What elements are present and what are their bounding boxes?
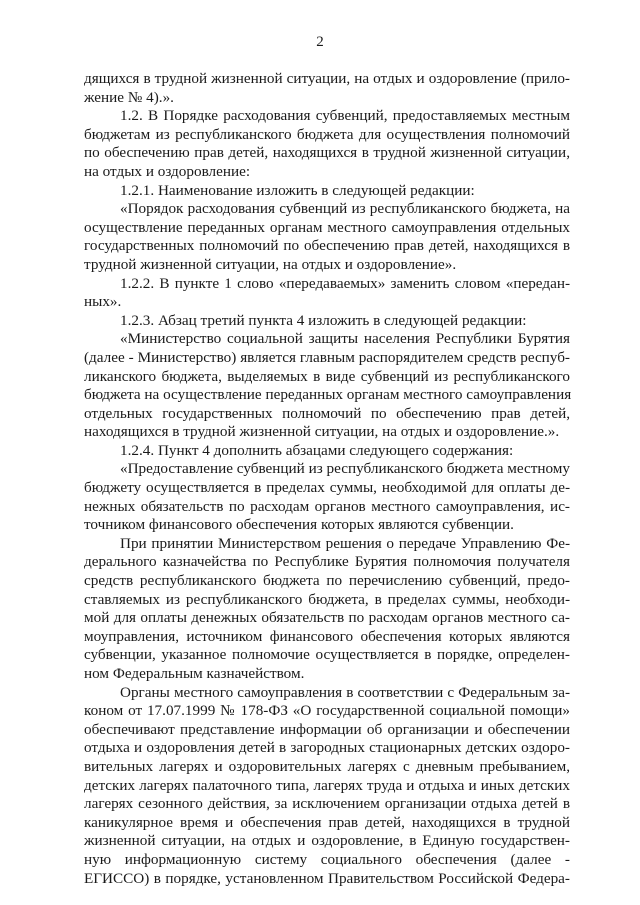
text-line: Органы местного самоуправления в соответствии с Федеральным за- [120, 683, 570, 701]
text-line: детских лагерях палаточного типа, лагерях труда и отдыха и иных детских [84, 776, 570, 794]
text-line: субвенции, указанное полномочие осуществляется в порядке, определен- [84, 646, 570, 664]
text-line: дящихся в трудной жизненной ситуации, на отдых и оздоровление (прило- [84, 70, 570, 87]
paragraph [84, 442, 570, 461]
text-line: дерального казначейства по Республике Бурятия полномочия получателя [84, 553, 570, 571]
text-line: ную информационную систему социального обеспечения (далее - [84, 850, 570, 868]
text-line: ном Федеральным казначейством. [84, 665, 305, 682]
text-line: 1.2.2. В пункте 1 слово «передаваемых» заменить словом «передан- [120, 274, 570, 292]
text-line: моуправления, источником финансового обеспечения которых являются [84, 627, 570, 645]
text-line: 1.2.3. Абзац третий пункта 4 изложить в следующей редакции: [120, 311, 527, 329]
text-line: каникулярное время и обеспечения прав детей, находящихся в трудной [84, 813, 570, 831]
text-line: бюджетам из республиканского бюджета для осуществления полномочий [84, 125, 570, 143]
text-line: государственных полномочий по обеспечению прав детей, находящихся в [84, 237, 570, 255]
text-line: бюджету осуществляется в пределах суммы, необходимой для оплаты де- [84, 479, 570, 497]
text-line: При принятии Министерством решения о передаче Управлению Фе- [120, 534, 570, 552]
text-line: вительных лагерях и оздоровительных лагерях с дневным пребыванием, [84, 757, 570, 775]
text-line: 1.2.1. Наименование изложить в следующей редакции: [120, 181, 475, 199]
text-line: по обеспечению прав детей, находящихся в трудной жизненной ситуации, [84, 144, 570, 162]
text-line: ставляемых из республиканского бюджета, в пределах суммы, необходи- [84, 590, 570, 608]
paragraph [84, 330, 570, 442]
paragraph [84, 275, 570, 312]
paragraph [84, 312, 570, 331]
text-line: точником финансового обеспечения которых являются субвенции. [84, 516, 514, 534]
paragraph [84, 107, 570, 181]
text-line: коном от 17.07.1999 № 178-ФЗ «О государственной социальной помощи» [84, 702, 570, 720]
text-line: 1.2.4. Пункт 4 дополнить абзацами следующего содержания: [120, 441, 514, 459]
text-line: осуществление переданных органам местного самоуправления отдельных [84, 218, 570, 236]
text-line: ных». [84, 293, 122, 311]
text-line: ЕГИССО) в порядке, установленном Правительством Российской Федера- [84, 869, 570, 887]
paragraph [84, 684, 570, 889]
text-line: отдыха и оздоровления детей в загородных стационарных детских оздоро- [84, 739, 570, 757]
page-number: 2 [316, 34, 324, 50]
text-line: «Предоставление субвенций из республиканского бюджета местному [120, 460, 570, 478]
document-body [84, 70, 570, 888]
text-line: нежных обязательств по расходам органов местного самоуправления, ис- [84, 497, 570, 515]
text-line: ликанского бюджета, выделяемых в виде субвенций из республиканского [84, 367, 570, 385]
text-line: мой для оплаты денежных обязательств по расходам органов местного са- [84, 609, 570, 627]
text-line: на отдых и оздоровление: [84, 162, 251, 180]
paragraph [84, 460, 570, 534]
text-line: лагерях сезонного действия, за исключением организации отдыха детей в [84, 795, 570, 813]
text-line: жение № 4).». [84, 88, 174, 106]
text-line: (далее - Министерство) является главным распорядителем средств респуб- [84, 348, 570, 366]
text-line: жизненной ситуации, на отдых и оздоровление, в Единую государствен- [84, 832, 570, 850]
text-line: отдельных государственных полномочий по обеспечению прав детей, [84, 404, 570, 422]
text-line: «Порядок расходования субвенций из республиканского бюджета, на [120, 200, 570, 218]
text-line: средств республиканского бюджета по перечислению субвенций, предо- [84, 572, 570, 590]
paragraph [84, 535, 570, 684]
text-line: бюджета на осуществление переданных органам местного самоуправления [84, 386, 572, 404]
paragraph [84, 70, 570, 107]
text-line: обеспечивают представление информации об организации и обеспечении [84, 720, 570, 738]
paragraph [84, 182, 570, 201]
paragraph [84, 200, 570, 274]
text-line: трудной жизненной ситуации, на отдых и оздоровление». [84, 255, 457, 273]
text-line: находящихся в трудной жизненной ситуации, на отдых и оздоровление.». [84, 423, 560, 441]
text-line: «Министерство социальной защиты населения Республики Бурятия [120, 330, 570, 348]
text-line: 1.2. В Порядке расходования субвенций, предоставляемых местным [120, 107, 570, 125]
